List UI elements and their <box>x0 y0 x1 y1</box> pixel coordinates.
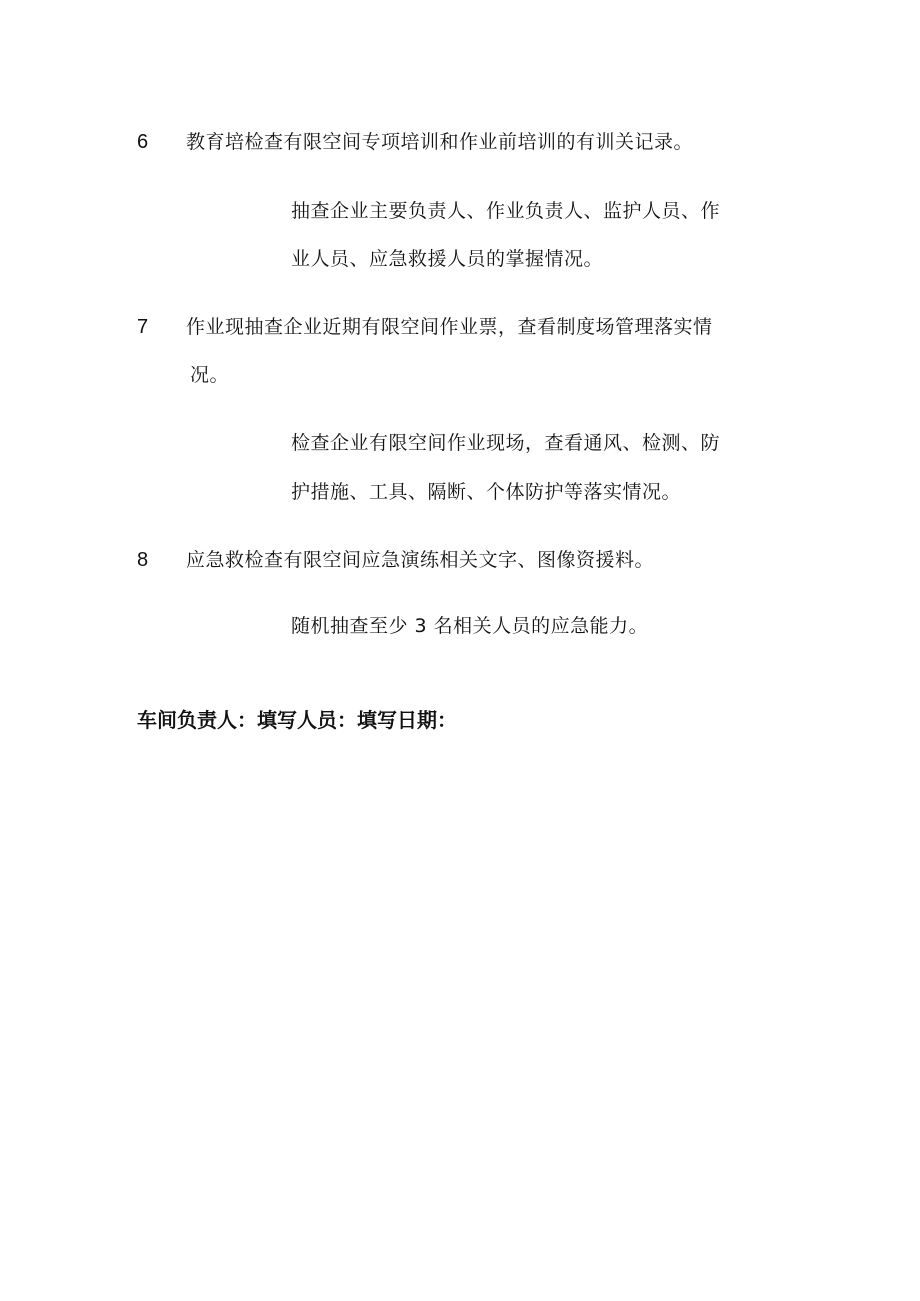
item-detail-line: 随机抽查至少 3 名相关人员的应急能力。 <box>291 615 649 637</box>
item-detail-line: 护措施、工具、隔断、个体防护等落实情况。 <box>291 481 682 503</box>
item-number: 8 <box>137 549 149 571</box>
item-detail-line: 检查企业有限空间作业现场，查看通风、检测、防 <box>291 432 721 454</box>
item-content-line: 作业现抽查企业近期有限空间作业票，查看制度场管理落实情 <box>186 316 713 338</box>
item-detail-line: 抽查企业主要负责人、作业负责人、监护人员、作 <box>291 200 721 222</box>
signature-line: 车间负责人：填写人员：填写日期： <box>137 708 457 732</box>
item-content-line: 教育培检查有限空间专项培训和作业前培训的有训关记录。 <box>186 131 694 153</box>
item-content-line: 应急救检查有限空间应急演练相关文字、图像资援料。 <box>186 549 655 571</box>
item-content-line: 况。 <box>190 364 230 386</box>
item-number: 6 <box>137 131 149 153</box>
item-number: 7 <box>137 316 149 338</box>
item-detail-line: 业人员、应急救援人员的掌握情况。 <box>291 248 604 270</box>
